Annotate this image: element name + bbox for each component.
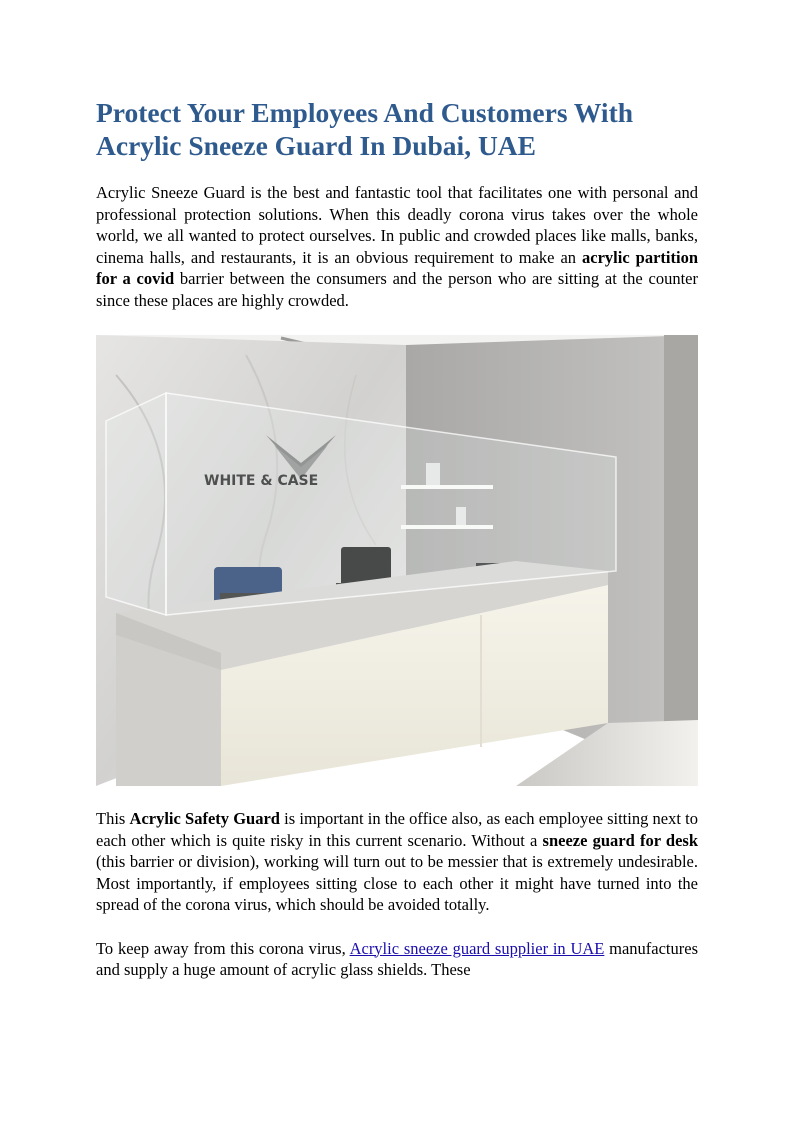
intro-bold-phrase: acrylic partition for a covid: [96, 247, 698, 288]
para2-text-2: is important in the office also, as each employee sitting next to each other which is quite risky in this current scenario. Without a: [96, 809, 698, 850]
safety-guard-paragraph: [96, 808, 698, 916]
para3-text-2: manufactures and supply a huge amount of acrylic glass shields. These: [96, 938, 699, 979]
document-page: [96, 96, 698, 981]
intro-text-1: is the best and fantastic tool that facilitates one with personal and professional protection solutions. When this deadly corona virus takes over the whole world, we all wanted to protect ourselves. In public and crowded places like malls, banks, cinema halls, and restaurants, it is an obvious requirement to make an: [96, 183, 699, 267]
supplier-paragraph: [96, 938, 698, 981]
intro-paragraph: [96, 182, 698, 311]
para3-text-1: To keep away from this corona virus,: [96, 938, 350, 958]
wall-sign-text: WHITE & CASE: [204, 473, 319, 489]
para2-bold-2: sneeze guard for desk: [542, 830, 699, 850]
para2-text-1: This: [96, 809, 130, 828]
reception-desk-photo: [96, 335, 698, 786]
intro-lead: Acrylic Sneeze Guard: [96, 183, 245, 202]
para2-bold-1: Acrylic Safety Guard: [129, 809, 280, 828]
intro-text-2: barrier between the consumers and the person who are sitting at the counter since these places are highly crowded.: [96, 269, 698, 310]
supplier-link[interactable]: Acrylic sneeze guard supplier in UAE: [349, 938, 605, 958]
para2-text-3: (this barrier or division), working will turn out to be messier that is extremely undesirable. Most importantly, if employees sitting close to each other it might have turned into the spread of the corona virus, which should be avoided totally.: [96, 852, 698, 914]
page-title: Protect Your Employees And Customers With Acrylic Sneeze Guard In Dubai, UAE: [96, 97, 634, 161]
